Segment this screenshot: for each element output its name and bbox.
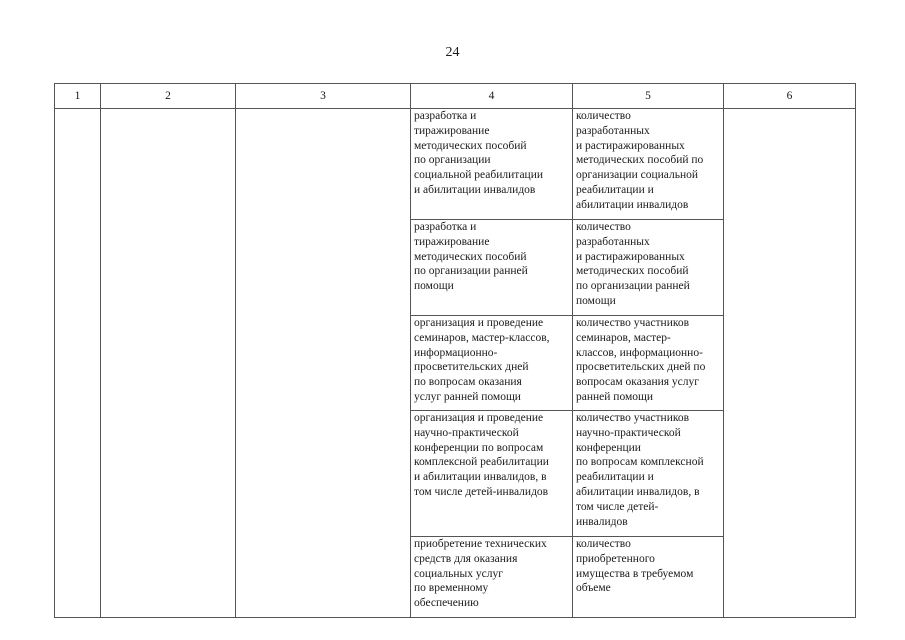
page-number: 24 xyxy=(445,45,460,60)
event-text: разработка и тиражирование методических пособий по организации социальной реабилитации и абилитации инвалидов xyxy=(414,110,544,196)
event-cell xyxy=(411,109,573,220)
column-header-3: 3 xyxy=(236,84,411,109)
event-cell xyxy=(411,411,573,537)
event-text: организация и проведение научно-практической конференции по вопросам комплексной реабилитации и абилитации инвалидов, в том числе детей-инвалидов xyxy=(414,412,549,498)
indicator-cell xyxy=(573,411,724,537)
indicator-text: количество разработанных и растиражированных методических пособий по организации ранней помощи xyxy=(576,221,690,307)
indicator-text: количество участников научно-практической конференции по вопросам комплексной реабилитации и абилитации инвалидов, в том числе детей- инвалидов xyxy=(576,412,704,528)
indicator-cell xyxy=(573,316,724,411)
column-header-6: 6 xyxy=(724,84,856,109)
column-header-5: 5 xyxy=(573,84,724,109)
indicator-text: количество приобретенного имущества в требуемом объеме xyxy=(576,538,694,595)
event-text: разработка и тиражирование методических пособий по организации ранней помощи xyxy=(414,221,528,293)
column-header-1: 1 xyxy=(55,84,101,109)
event-cell xyxy=(411,537,573,618)
indicator-cell xyxy=(573,109,724,220)
column-header-4: 4 xyxy=(411,84,573,109)
column-6-merged-cell xyxy=(724,109,856,618)
document-table xyxy=(54,83,856,618)
event-text: организация и проведение семинаров, мастер-классов, информационно- просветительских дней по вопросам оказания услуг ранней помощи xyxy=(414,317,550,403)
indicator-text: количество разработанных и растиражированных методических пособий по организации социальной реабилитации и абилитации инвалидов xyxy=(576,110,704,211)
indicator-cell xyxy=(573,220,724,316)
event-cell xyxy=(411,316,573,411)
column-header-2: 2 xyxy=(101,84,236,109)
event-cell xyxy=(411,220,573,316)
column-3-merged-cell xyxy=(236,109,411,618)
column-2-merged-cell xyxy=(101,109,236,618)
table-header-row xyxy=(55,84,856,109)
indicator-text: количество участников семинаров, мастер- классов, информационно- просветительских дней по вопросам оказания услуг ранней помощи xyxy=(576,317,706,403)
event-text: приобретение технических средств для оказания социальных услуг по временному обеспечению xyxy=(414,538,547,610)
indicator-cell xyxy=(573,537,724,618)
column-1-merged-cell xyxy=(55,109,101,618)
table-row xyxy=(55,109,856,220)
